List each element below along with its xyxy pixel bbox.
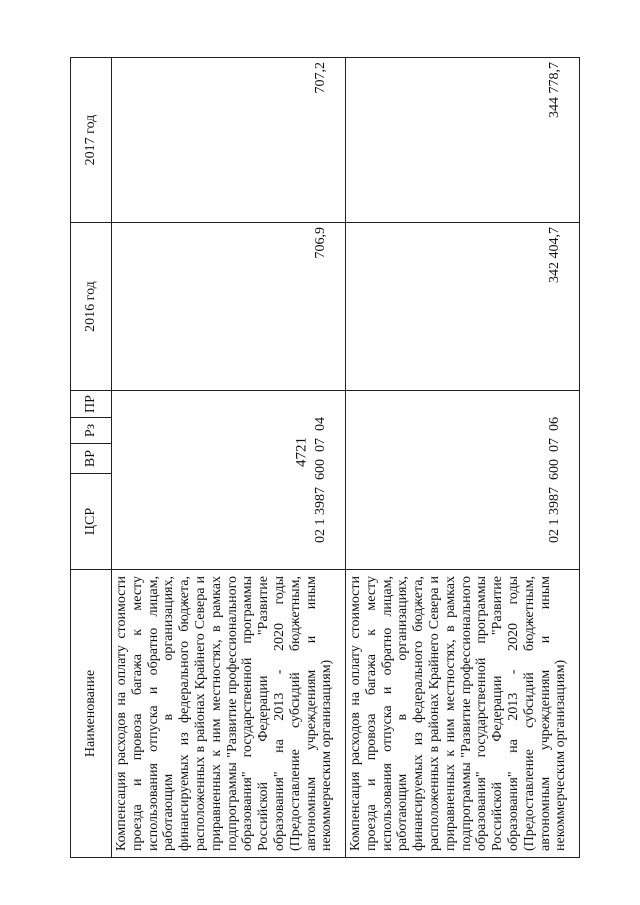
- row-name: Компенсация расходов на оплату стоимости проезда и провоза багажа к месту использования отпуска и обратно лицам, работающим в организациях, финансируемых из федерального бюджета, расположенных в районах Крайнего Севера и приравненных к ним местностях, в рамках подпрограммы "Развитие профессионального образования" государственной программы Российской Федерации "Развитие образования" на 2013 - 2020 годы (Предоставление субсидий бюджетным, автономным учреждениям и иным некоммерческим организациям): [346, 570, 580, 858]
- row-value-2016: 342 404,7: [346, 223, 580, 391]
- row-value-2017: 707,2: [112, 58, 346, 223]
- header-vr: ВР: [71, 444, 112, 474]
- table-row: [346, 58, 580, 858]
- row-value-2016: 706,9: [112, 223, 346, 391]
- row-value-2017: 344 778,7: [346, 58, 580, 223]
- row-code-text: 02 1 3987 600 07 06: [547, 417, 562, 543]
- budget-table: [70, 57, 580, 858]
- row-name: Компенсация расходов на оплату стоимости проезда и провоза багажа к месту использования отпуска и обратно лицам, работающим в организациях, финансируемых из федерального бюджета, расположенных в районах Крайнего Севера и приравненных к ним местностях, в рамках подпрограммы "Развитие профессионального образования" государственной программы Российской Федерации "Развитие образования" на 2013 - 2020 годы (Предоставление субсидий бюджетным, автономным учреждениям и иным некоммерческим организациям): [112, 570, 346, 858]
- page-number: 4721: [293, 437, 310, 467]
- header-2016: 2016 год: [71, 223, 112, 391]
- header-csr: ЦСР: [71, 474, 112, 570]
- row-code: [112, 391, 346, 570]
- row-code: [346, 391, 580, 570]
- header-name: Наименование: [71, 570, 112, 858]
- row-code-text: 02 1 3987 600 07 04: [313, 417, 328, 543]
- header-row: [71, 58, 112, 858]
- header-rz: Рз: [71, 418, 112, 444]
- table-row: [112, 58, 346, 858]
- header-2017: 2017 год: [71, 58, 112, 223]
- rotated-table-container: [70, 58, 580, 858]
- header-pr: ПР: [71, 391, 112, 418]
